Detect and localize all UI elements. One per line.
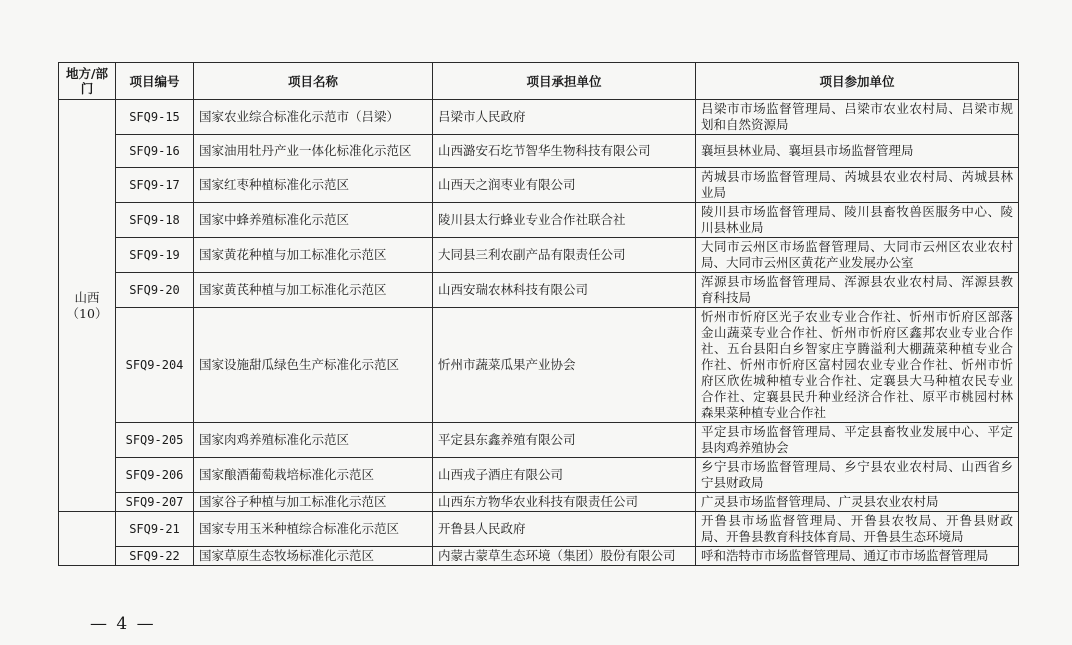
project-lead-unit: 山西天之润枣业有限公司 xyxy=(433,168,696,203)
table-row xyxy=(59,238,1019,273)
project-name: 国家肉鸡养殖标准化示范区 xyxy=(194,423,433,458)
project-participants: 广灵县市场监督管理局、广灵县农业农村局 xyxy=(696,493,1019,512)
table-row xyxy=(59,512,1019,547)
header-lead: 项目承担单位 xyxy=(433,63,696,100)
region-cell-next xyxy=(59,512,116,566)
project-lead-unit: 山西戎子酒庄有限公司 xyxy=(433,458,696,493)
project-participants: 芮城县市场监督管理局、芮城县农业农村局、芮城县林业局 xyxy=(696,168,1019,203)
project-participants: 襄垣县林业局、襄垣县市场监督管理局 xyxy=(696,135,1019,168)
header-row xyxy=(59,63,1019,100)
project-code: SFQ9-15 xyxy=(116,100,194,135)
project-lead-unit: 陵川县太行蜂业专业合作社联合社 xyxy=(433,203,696,238)
table-row xyxy=(59,100,1019,135)
table-row xyxy=(59,135,1019,168)
project-participants: 开鲁县市场监督管理局、开鲁县农牧局、开鲁县财政局、开鲁县教育科技体育局、开鲁县生态环境局 xyxy=(696,512,1019,547)
project-name: 国家黄花种植与加工标准化示范区 xyxy=(194,238,433,273)
project-participants: 乡宁县市场监督管理局、乡宁县农业农村局、山西省乡宁县财政局 xyxy=(696,458,1019,493)
table-row xyxy=(59,423,1019,458)
project-lead-unit: 开鲁县人民政府 xyxy=(433,512,696,547)
header-code: 项目编号 xyxy=(116,63,194,100)
project-name: 国家红枣种植标准化示范区 xyxy=(194,168,433,203)
project-participants: 呼和浩特市市场监督管理局、通辽市市场监督管理局 xyxy=(696,547,1019,566)
project-lead-unit: 山西潞安石圪节智华生物科技有限公司 xyxy=(433,135,696,168)
header-name: 项目名称 xyxy=(194,63,433,100)
project-code: SFQ9-206 xyxy=(116,458,194,493)
header-parts: 项目参加单位 xyxy=(696,63,1019,100)
project-code: SFQ9-19 xyxy=(116,238,194,273)
project-participants: 浑源县市场监督管理局、浑源县农业农村局、浑源县教育科技局 xyxy=(696,273,1019,308)
table-row xyxy=(59,273,1019,308)
project-lead-unit: 吕梁市人民政府 xyxy=(433,100,696,135)
project-name: 国家油用牡丹产业一体化标准化示范区 xyxy=(194,135,433,168)
project-name: 国家设施甜瓜绿色生产标准化示范区 xyxy=(194,308,433,423)
page-number: — 4 — xyxy=(90,614,156,634)
project-name: 国家专用玉米种植综合标准化示范区 xyxy=(194,512,433,547)
table-row xyxy=(59,168,1019,203)
project-lead-unit: 山西安瑞农林科技有限公司 xyxy=(433,273,696,308)
project-code: SFQ9-207 xyxy=(116,493,194,512)
project-code: SFQ9-18 xyxy=(116,203,194,238)
project-participants: 陵川县市场监督管理局、陵川县畜牧兽医服务中心、陵川县林业局 xyxy=(696,203,1019,238)
region-label: 山西 xyxy=(74,289,100,305)
table-row xyxy=(59,493,1019,512)
project-name: 国家草原生态牧场标准化示范区 xyxy=(194,547,433,566)
project-participants: 吕梁市市场监督管理局、吕梁市农业农村局、吕梁市规划和自然资源局 xyxy=(696,100,1019,135)
project-code: SFQ9-17 xyxy=(116,168,194,203)
project-lead-unit: 山西东方物华农业科技有限责任公司 xyxy=(433,493,696,512)
project-name: 国家黄芪种植与加工标准化示范区 xyxy=(194,273,433,308)
project-name: 国家谷子种植与加工标准化示范区 xyxy=(194,493,433,512)
project-lead-unit: 大同县三利农副产品有限责任公司 xyxy=(433,238,696,273)
project-name: 国家酿酒葡萄栽培标准化示范区 xyxy=(194,458,433,493)
region-count: （10） xyxy=(66,305,108,321)
project-participants: 平定县市场监督管理局、平定县畜牧业发展中心、平定县肉鸡养殖协会 xyxy=(696,423,1019,458)
project-code: SFQ9-204 xyxy=(116,308,194,423)
table-row xyxy=(59,308,1019,423)
project-code: SFQ9-16 xyxy=(116,135,194,168)
table-row xyxy=(59,458,1019,493)
project-code: SFQ9-205 xyxy=(116,423,194,458)
project-participants: 忻州市忻府区光子农业专业合作社、忻州市忻府区部落金山蔬菜专业合作社、忻州市忻府区鑫邦农业专业合作社、五台县阳白乡智家庄亨腾溢利大棚蔬菜种植专业合作社、忻州市忻府区富村园农业专业合作社、忻州市忻府区欣佐城种植专业合作社、定襄县大马种植农民专业合作社、定襄县民升种业经济合作社、原平市桃园村林森果菜种植专业合作社 xyxy=(696,308,1019,423)
project-code: SFQ9-20 xyxy=(116,273,194,308)
project-table xyxy=(58,62,1019,566)
project-code: SFQ9-21 xyxy=(116,512,194,547)
project-participants: 大同市云州区市场监督管理局、大同市云州区农业农村局、大同市云州区黄花产业发展办公室 xyxy=(696,238,1019,273)
project-name: 国家中蜂养殖标准化示范区 xyxy=(194,203,433,238)
project-code: SFQ9-22 xyxy=(116,547,194,566)
table-row xyxy=(59,203,1019,238)
project-lead-unit: 内蒙古蒙草生态环境（集团）股份有限公司 xyxy=(433,547,696,566)
project-lead-unit: 忻州市蔬菜瓜果产业协会 xyxy=(433,308,696,423)
project-lead-unit: 平定县东鑫养殖有限公司 xyxy=(433,423,696,458)
table-row xyxy=(59,547,1019,566)
header-region: 地方/部门 xyxy=(59,63,116,100)
project-name: 国家农业综合标准化示范市（吕梁） xyxy=(194,100,433,135)
region-cell-shanxi xyxy=(59,100,116,512)
